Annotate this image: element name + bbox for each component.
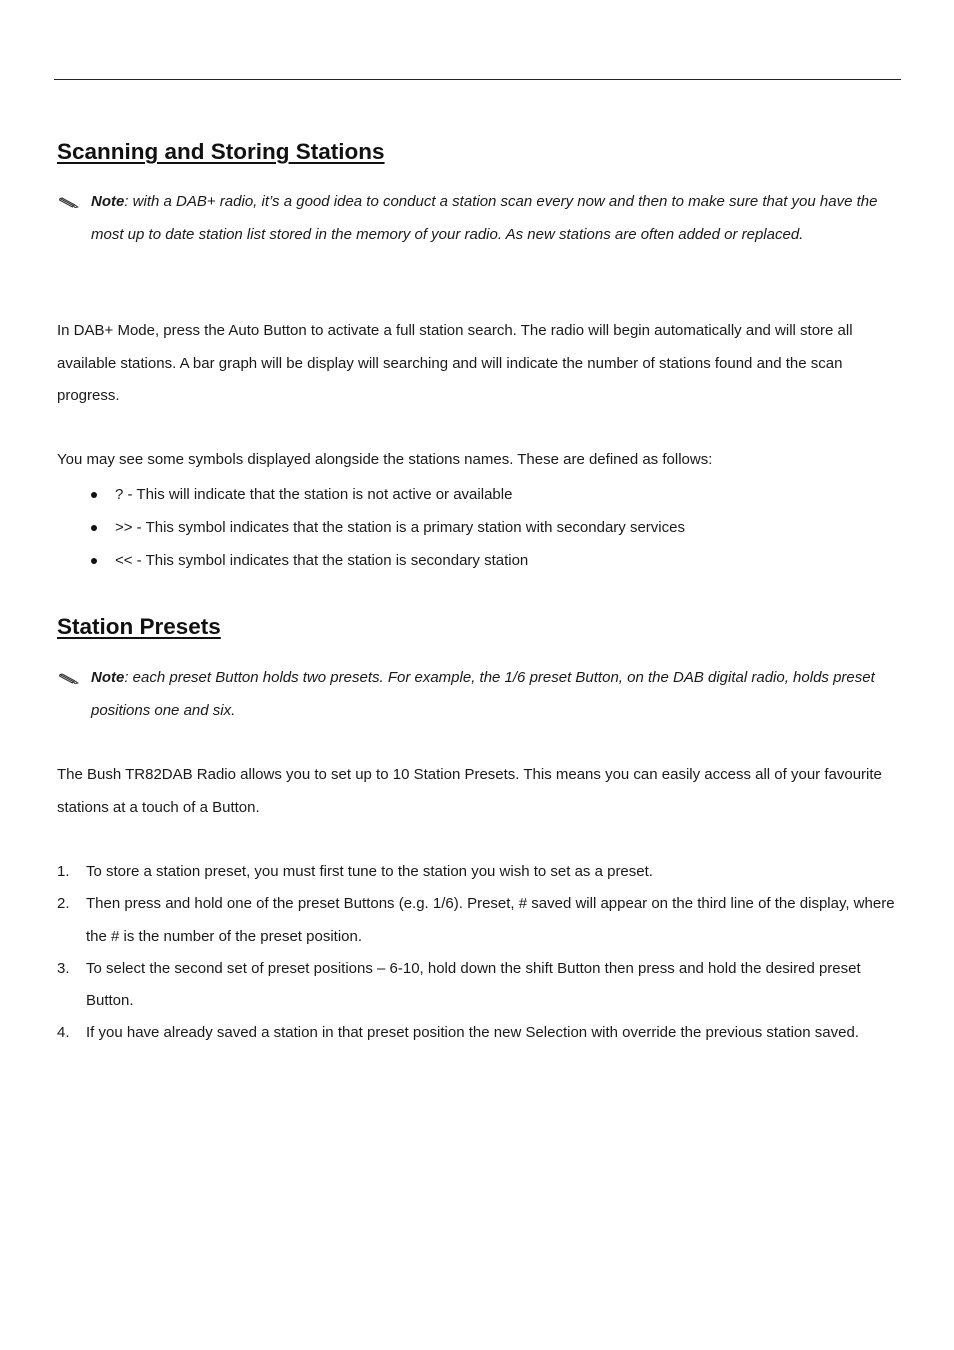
pencil-icon — [58, 186, 82, 218]
step-number: 3. — [57, 959, 70, 977]
note-text: : with a DAB+ radio, it’s a good idea to conduct a station scan every now and then to make sure that you have the most up to date station list stored in the memory of your radio. As new stations are often added or replaced. — [91, 193, 878, 243]
note-label: Note — [91, 669, 125, 686]
symbols-intro: You may see some symbols displayed alongside the stations names. These are defined as follows: — [57, 451, 713, 468]
list-item — [57, 544, 897, 577]
list-item-text: << - This symbol indicates that the station is secondary station — [115, 552, 529, 569]
note-scanning — [57, 186, 897, 251]
note-text: : each preset Button holds two presets. For example, the 1/6 preset Button, on the DAB digital radio, holds preset positions one and six. — [91, 669, 875, 719]
list-item — [57, 856, 897, 888]
step-text: Then press and hold one of the preset Buttons (e.g. 1/6). Preset, # saved will appear on the third line of the display, where the # is the number of the preset position. — [86, 895, 895, 945]
list-item — [57, 511, 897, 544]
list-item — [57, 953, 897, 1018]
note-presets — [57, 662, 897, 727]
list-item — [57, 888, 897, 953]
step-number: 2. — [57, 895, 70, 913]
section-heading-presets: Station Presets — [57, 614, 221, 639]
pencil-icon — [58, 662, 82, 694]
scan-paragraph: In DAB+ Mode, press the Auto Button to activate a full station search. The radio will begin automatically and will store all available stations. A bar graph will be display will searching and will indicate the number of stations found and the scan progress. — [57, 322, 853, 404]
step-number: 1. — [57, 863, 70, 880]
preset-steps-list — [57, 856, 897, 1050]
bullet-icon — [91, 558, 97, 564]
step-text: To store a station preset, you must first tune to the station you wish to set as a preset. — [86, 863, 653, 880]
list-item — [57, 1017, 897, 1049]
note-label: Note — [91, 193, 125, 210]
symbols-list — [57, 478, 897, 577]
header-rule — [54, 79, 901, 80]
list-item-text: >> - This symbol indicates that the station is a primary station with secondary services — [115, 519, 685, 536]
section-heading-scanning: Scanning and Storing Stations — [57, 139, 385, 164]
presets-paragraph: The Bush TR82DAB Radio allows you to set up to 10 Station Presets. This means you can easily access all of your favourite stations at a touch of a Button. — [57, 766, 882, 816]
step-text: To select the second set of preset positions – 6-10, hold down the shift Button then press and hold the desired preset Button. — [86, 959, 861, 1010]
step-number: 4. — [57, 1024, 70, 1042]
step-text: If you have already saved a station in that preset position the new Selection with override the previous station saved. — [86, 1024, 859, 1042]
bullet-icon — [91, 525, 97, 531]
list-item — [57, 478, 897, 511]
list-item-text: ? - This will indicate that the station is not active or available — [115, 486, 513, 503]
bullet-icon — [91, 492, 97, 498]
